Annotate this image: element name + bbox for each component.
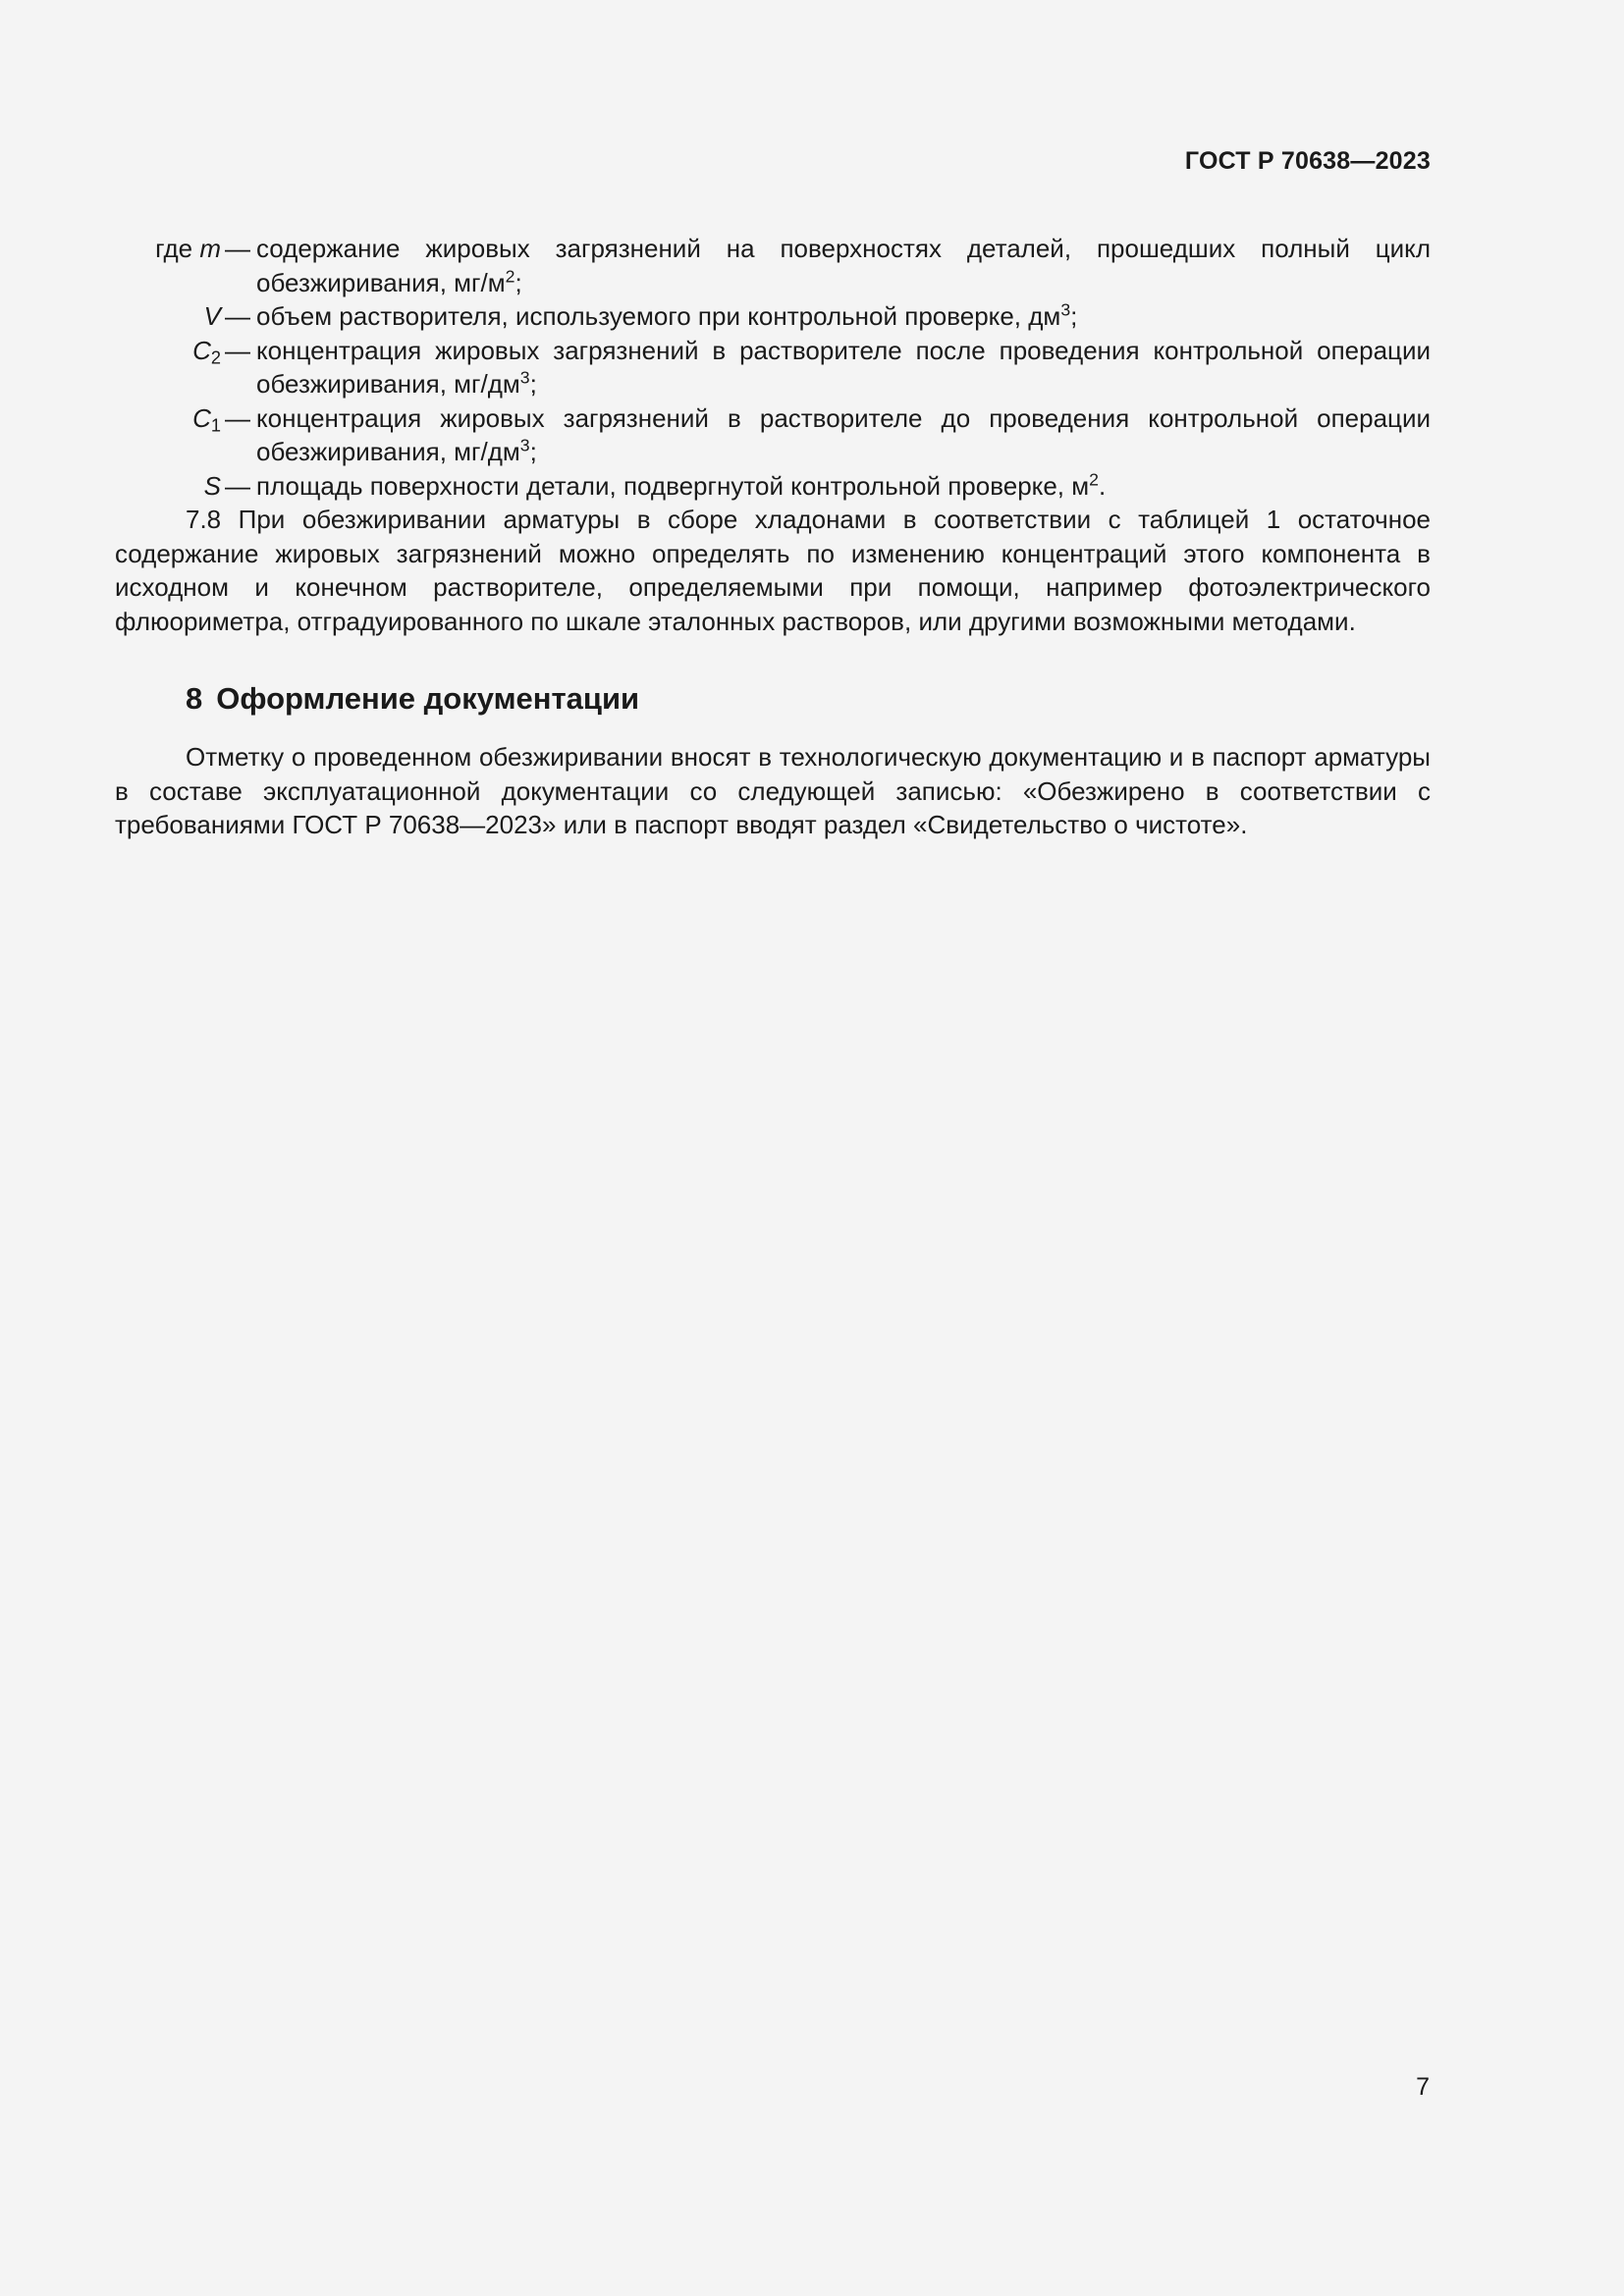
document-header-standard-id: ГОСТ Р 70638—2023 <box>1184 147 1431 175</box>
definition-item-c2 <box>115 334 1431 401</box>
definition-item-m <box>115 232 1431 299</box>
section-8-heading <box>115 679 1431 719</box>
definition-symbol: C <box>192 335 211 365</box>
definition-text: концентрация жировых загрязнений в растворителе после проведения контрольной операции обезжиривания, $мг/дм^3$; <box>256 335 1431 399</box>
definition-unit-power: 3 <box>1060 299 1071 320</box>
definition-unit-power: 3 <box>519 367 530 388</box>
definition-term <box>115 401 221 436</box>
definition-text: концентрация жировых загрязнений в растворителе до проведения контрольной операции обезжиривания, $мг/дм^3$; <box>256 402 1431 466</box>
page-content <box>115 232 1431 842</box>
definition-text: площадь поверхности детали, подвергнутой контрольной проверке, $м^2$. <box>256 468 1107 501</box>
definition-item-c1 <box>115 401 1431 469</box>
definition-text: объем растворителя, используемого при контрольной проверке, $дм^3$; <box>256 299 1078 331</box>
definition-intro: где <box>155 234 193 263</box>
definition-dash: — <box>225 301 250 331</box>
definition-term <box>115 299 221 334</box>
definition-symbol-subscript: 1 <box>210 415 221 436</box>
definition-symbol: V <box>203 301 221 331</box>
definition-dash: — <box>225 470 250 501</box>
definition-symbol: m <box>199 234 221 263</box>
definition-item-s <box>115 469 1431 504</box>
definition-unit-power: 3 <box>519 435 530 455</box>
definition-symbol-subscript: 2 <box>210 347 221 368</box>
definition-symbol: C <box>192 402 211 433</box>
section-title: Оформление документации <box>216 681 640 716</box>
definition-symbol: S <box>203 470 221 501</box>
definition-dash: — <box>225 234 250 263</box>
definition-unit-power: 2 <box>1089 468 1099 489</box>
definition-item-v <box>115 299 1431 334</box>
definition-unit-power: 2 <box>505 265 515 286</box>
definition-dash: — <box>225 335 250 365</box>
definition-term <box>115 469 221 504</box>
definition-dash: — <box>225 402 250 433</box>
page-number: 7 <box>1416 2073 1430 2101</box>
section-number: 8 <box>186 681 203 716</box>
definition-term <box>115 232 221 266</box>
definition-text: содержание жировых загрязнений на поверхностях деталей, прошедших полный цикл обезжиривания, $мг/м^2$; <box>256 234 1431 297</box>
section-8-paragraph: Отметку о проведенном обезжиривании вносят в технологическую документацию и в паспорт арматуры в составе эксплуатационной документации со следующей записью: «Обезжирено в соответствии с требованиями ГОСТ Р 70638—2023» или в паспорт вводят раздел «Свидетельство о чистоте». <box>115 742 1431 839</box>
definition-term <box>115 334 221 368</box>
clause-7-8-paragraph: 7.8 При обезжиривании арматуры в сборе хладонами в соответствии с таблицей 1 остаточное содержание жировых загрязнений можно определять по изменению концентраций этого компонента в исходном и конечном растворителе, определяемыми при помощи, например фотоэлектрического флюориметра, отградуированного по шкале эталонных растворов, или другими возможными методами. <box>115 505 1431 636</box>
